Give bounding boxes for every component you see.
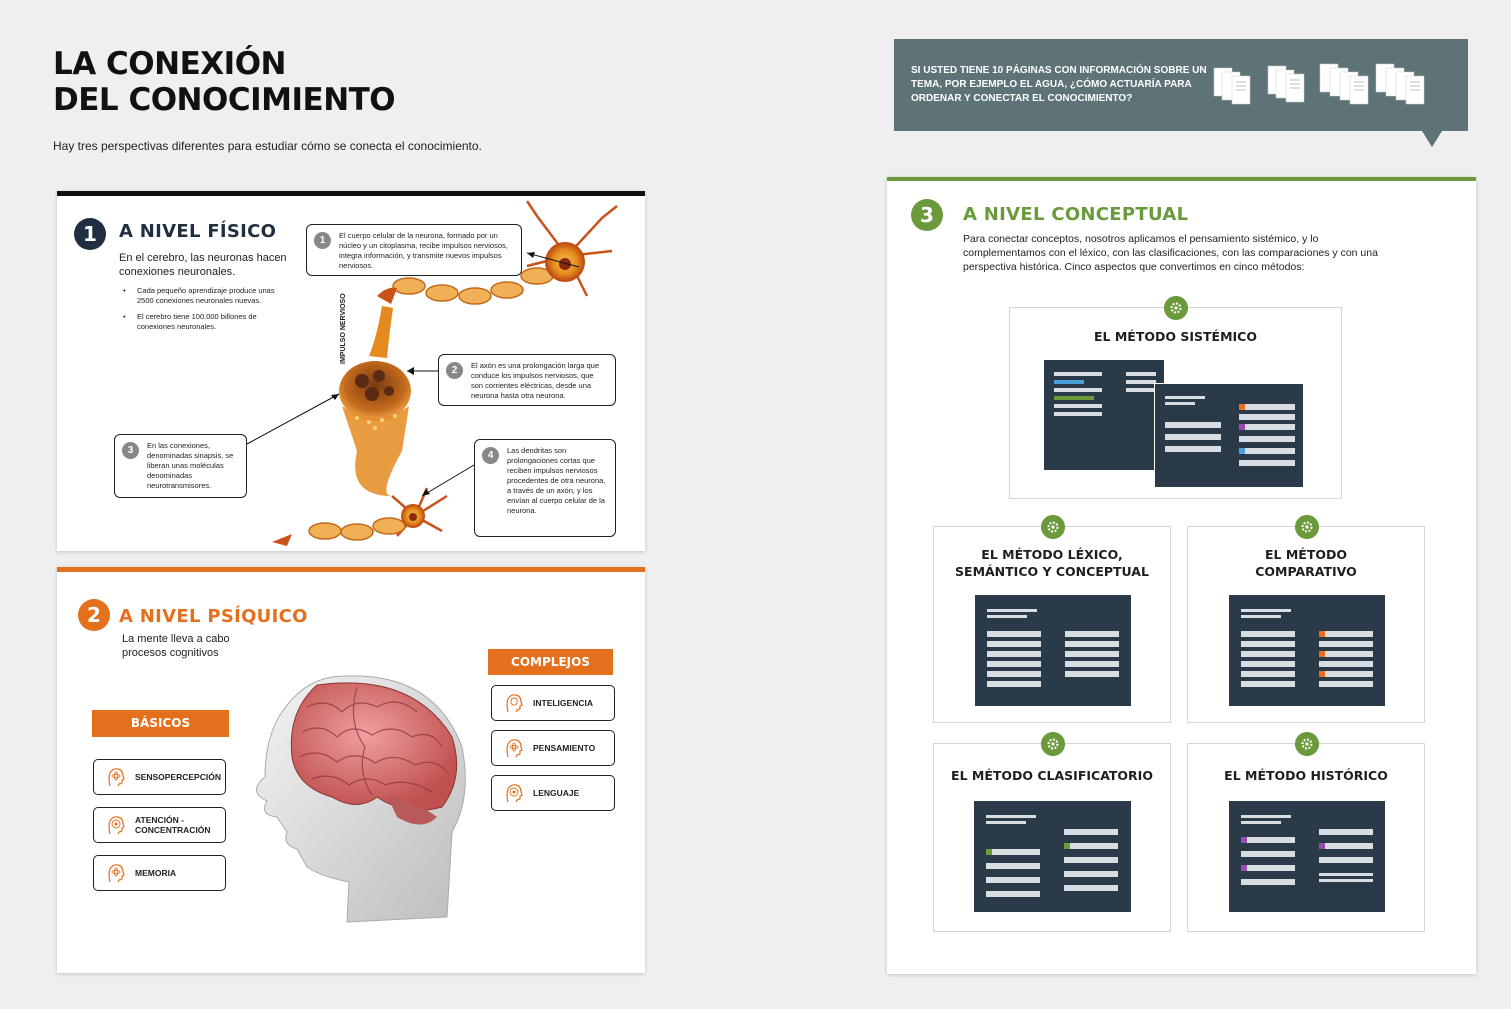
proceso-lenguaje: [491, 775, 615, 811]
section-title-conceptual: A NIVEL CONCEPTUAL: [963, 204, 1189, 225]
method-title: EL MÉTODO CLASIFICATORIO: [951, 768, 1153, 783]
proceso-label: INTELIGENCIA: [533, 698, 593, 708]
method-title-line2: COMPARATIVO: [1255, 564, 1357, 579]
method-title-line2: SEMÁNTICO Y CONCEPTUAL: [955, 564, 1149, 579]
method-card-sistemico[interactable]: [1009, 307, 1342, 499]
note-number: 1: [314, 232, 331, 249]
neuron-note-3: [114, 434, 247, 498]
method-title: [934, 546, 1170, 580]
atom-head-icon: [502, 737, 524, 759]
note-number: 4: [482, 447, 499, 464]
section-subtitle-psiquico: La mente lleva a cabo procesos cognitivos: [122, 633, 230, 659]
page-title-line2: DEL CONOCIMIENTO: [53, 82, 396, 118]
proceso-label: LENGUAJE: [533, 788, 580, 798]
basicos-tag: BÁSICOS: [92, 710, 229, 737]
proceso-label: PENSAMIENTO: [533, 743, 596, 753]
panel-nivel-conceptual: [887, 177, 1476, 974]
page-title: [53, 46, 395, 118]
gear-icon: [1041, 515, 1065, 539]
proceso-atencion: [93, 807, 226, 843]
section-title-fisico: A NIVEL FÍSICO: [119, 221, 277, 242]
method-title: EL MÉTODO SISTÉMICO: [1094, 329, 1257, 344]
note-text: El cuerpo celular de la neurona, formado por un núcleo y un citoplasma, recibe impulsos nerviosos, integra información, y transmite nuevos impulsos nerviosos.: [339, 231, 508, 270]
target-head-icon: [502, 782, 524, 804]
method-title-line1: EL MÉTODO LÉXICO,: [981, 547, 1123, 562]
note-text: El axón es una prolongación larga que conduce los impulsos nerviosos, que son corrientes eléctricas, desde una neurona hasta otra neurona.: [471, 361, 600, 400]
gear-icon: [1041, 732, 1065, 756]
note-number: 2: [446, 362, 463, 379]
brain-head-icon: [502, 692, 524, 714]
method-card-lexico[interactable]: [933, 526, 1171, 723]
target-head-icon: [104, 814, 126, 836]
postsynaptic-dendrite: [342, 406, 409, 496]
impulso-nervioso-label: IMPULSO NERVIOSO: [340, 293, 347, 364]
page-title-line1: LA CONEXIÓN: [53, 46, 286, 82]
proceso-inteligencia: [491, 685, 615, 721]
panel-nivel-psiquico: [57, 567, 645, 973]
proceso-pensamiento: [491, 730, 615, 766]
panel-nivel-fisico: [57, 191, 645, 551]
method-card-comparativo[interactable]: [1187, 526, 1425, 723]
gear-icon: [1164, 296, 1188, 320]
complejos-tag: COMPLEJOS: [488, 649, 613, 675]
documents-stack-icon: [1210, 62, 1450, 112]
gear-icon: [1295, 515, 1319, 539]
section-subtitle-conceptual: Para conectar conceptos, nosotros aplicamos el pensamiento sistémico, y lo complementamos con el léxico, con las clasificaciones, con las comparaciones y con una perspectiva histórica. Cinco aspectos que convertimos en cinco métodos:: [963, 233, 1378, 273]
method-title: EL MÉTODO HISTÓRICO: [1224, 768, 1388, 783]
section-number-2: 2: [78, 599, 110, 631]
proceso-label: SENSOPERCEPCIÓN: [135, 772, 221, 782]
method-preview: [1229, 595, 1385, 706]
fisico-bullet: • El cerebro tiene 100.000 billones de conexiones neuronales.: [123, 312, 283, 332]
proceso-label: ATENCIÓN -CONCENTRACIÓN: [135, 815, 211, 835]
proceso-sensopercepcion: [93, 759, 226, 795]
section-number-3: 3: [911, 199, 943, 231]
note-number: 3: [122, 442, 139, 459]
neuron-note-4: [474, 439, 616, 537]
method-preview: [975, 595, 1131, 706]
section-number-1: 1: [74, 218, 106, 250]
note-text: En las conexiones, denominadas sinapsis, se liberan unas moléculas denominadas neurotransmisores.: [147, 441, 234, 490]
note-text: Las dendritas son prolongaciones cortas que reciben impulsos nerviosos procedentes de otra neurona, a través de un axón, y los envían al cuerpo celular de la neurona.: [507, 446, 606, 515]
proceso-label: MEMORIA: [135, 868, 177, 878]
gear-icon: [1295, 732, 1319, 756]
neuron-note-1: [306, 224, 522, 276]
method-preview: [974, 801, 1131, 912]
atom-head-icon: [104, 766, 126, 788]
atom-head-icon: [104, 862, 126, 884]
method-preview: [1154, 383, 1304, 488]
method-preview: [1044, 360, 1164, 470]
intro-text: Hay tres perspectivas diferentes para estudiar cómo se conecta el conocimiento.: [53, 139, 482, 153]
proceso-memoria: [93, 855, 226, 891]
method-card-clasificatorio[interactable]: [933, 743, 1171, 932]
question-callout: [894, 39, 1468, 131]
head-brain-illustration: [237, 667, 497, 927]
method-title-line1: EL MÉTODO: [1265, 547, 1347, 562]
method-card-historico[interactable]: [1187, 743, 1425, 932]
method-title: [1188, 546, 1424, 580]
method-preview: [1229, 801, 1385, 912]
fisico-bullet: • Cada pequeño aprendizaje produce unas 2500 conexiones neuronales nuevas.: [123, 286, 283, 306]
section-title-psiquico: A NIVEL PSÍQUICO: [119, 606, 308, 627]
axon-terminal: [369, 306, 393, 358]
axon-bottom: [309, 518, 405, 540]
section-subtitle-fisico: En el cerebro, las neuronas hacen conexiones neuronales.: [119, 252, 287, 278]
callout-text: SI USTED TIENE 10 PÁGINAS CON INFORMACIÓN SOBRE UN TEMA, POR EJEMPLO EL AGUA, ¿CÓMO ACTUARÍA PARA ORDENAR Y CONECTAR EL CONOCIMIENTO?: [911, 65, 1207, 104]
neuron-note-2: [438, 354, 616, 406]
